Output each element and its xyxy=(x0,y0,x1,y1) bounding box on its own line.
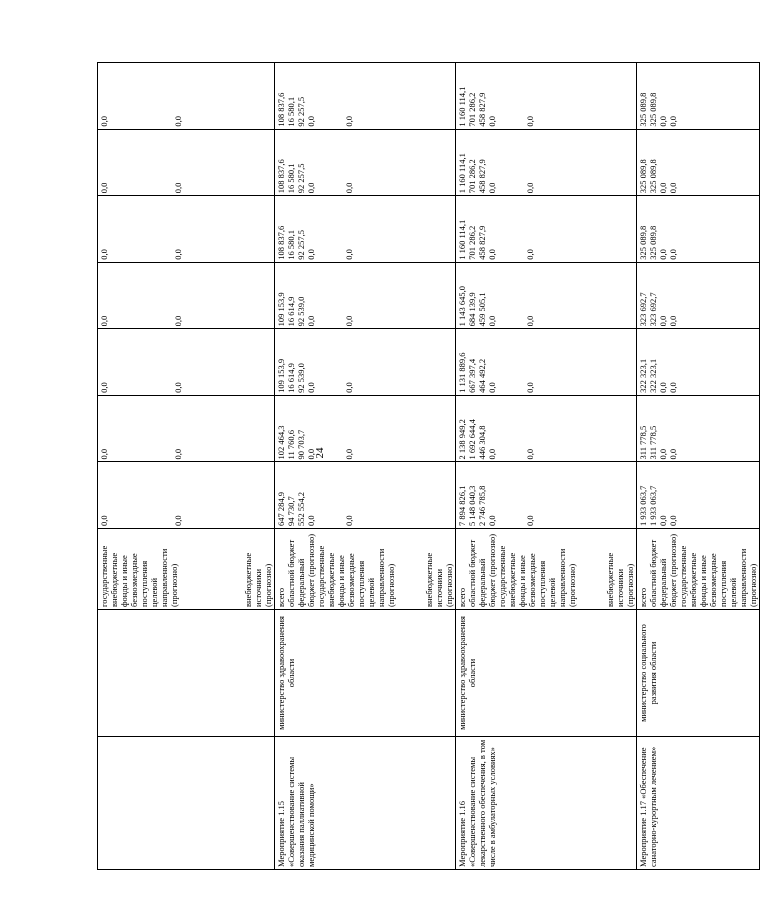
amount-cell xyxy=(637,63,760,130)
funding-source-cell xyxy=(637,529,760,610)
spacer xyxy=(497,464,525,526)
spacer xyxy=(316,398,344,460)
amount-value: 1 692 644,4 xyxy=(467,419,477,460)
event-name-cell xyxy=(637,737,760,870)
amount-value: 0,0 xyxy=(668,315,678,327)
amount-value: 0,0 xyxy=(306,116,316,127)
amount-value: 0,0 xyxy=(668,515,678,526)
funding-source-stack xyxy=(276,531,454,607)
amount-cell xyxy=(456,262,637,329)
amount-cell xyxy=(98,395,275,462)
amount-value: 16 614,9 xyxy=(286,296,296,327)
executor: министерство здравоохранения области xyxy=(457,616,477,730)
amount-value: 0,0 xyxy=(658,182,668,194)
amount-cell xyxy=(456,395,637,462)
amount-stack xyxy=(638,464,758,526)
amount-stack xyxy=(276,265,454,327)
funding-source: всего xyxy=(638,587,648,607)
amount-value: 552 554,2 xyxy=(296,492,306,526)
funding-source: государственные внебюджетные фонды и иные безвозмездные поступления целевой направленности (прогнозно) xyxy=(678,545,758,607)
amount-cell xyxy=(275,462,456,529)
amount-stack xyxy=(638,398,758,460)
amount-value: 108 837,6 xyxy=(276,225,286,260)
funding-source: всего xyxy=(457,587,467,607)
event-name-cell xyxy=(98,737,275,870)
funding-source: государственные внебюджетные фонды и иные безвозмездные поступления целевой направленности (прогнозно) xyxy=(99,545,179,607)
funding-source-stack xyxy=(638,531,758,607)
amount-cell xyxy=(275,196,456,263)
amount-value: 0,0 xyxy=(525,448,535,460)
amount-value: 0,0 xyxy=(525,116,535,127)
event-name: Мероприятие 1.17 «Обеспечение санаторно-курортным лечением» xyxy=(638,746,658,867)
amount-value: 0,0 xyxy=(99,182,109,194)
amount-value: 0,0 xyxy=(306,182,316,194)
amount-value: 102 464,3 xyxy=(276,425,286,460)
amount-stack xyxy=(276,65,454,127)
amount-value: 0,0 xyxy=(344,515,354,526)
amount-value: 16 580,1 xyxy=(286,96,296,127)
amount-value: 446 304,8 xyxy=(477,425,487,460)
spacer xyxy=(316,198,344,260)
executor-cell xyxy=(456,610,637,737)
amount-value: 0,0 xyxy=(658,448,668,460)
amount-stack xyxy=(99,265,273,327)
funding-source-stack xyxy=(99,531,273,607)
amount-value: 325 089,8 xyxy=(648,225,658,260)
page-number: 24 xyxy=(314,447,326,459)
amount-value: 0,0 xyxy=(99,515,109,526)
amount-stack xyxy=(276,331,454,393)
amount-value: 325 089,8 xyxy=(638,159,648,194)
amount-value: 0,0 xyxy=(525,182,535,194)
amount-value: 90 703,7 xyxy=(296,429,306,460)
amount-value: 109 153,9 xyxy=(276,358,286,393)
amount-stack xyxy=(457,65,635,127)
amount-stack xyxy=(638,331,758,393)
event-name-cell xyxy=(456,737,637,870)
amount-value: 458 827,9 xyxy=(477,92,487,127)
spacer xyxy=(396,531,424,607)
amount-value: 1 131 889,6 xyxy=(457,352,467,393)
amount-stack xyxy=(99,464,273,526)
funding-source: федеральный бюджет (прогнозно) xyxy=(658,533,678,607)
amount-value: 2 138 949,2 xyxy=(457,419,467,460)
amount-cell xyxy=(98,196,275,263)
amount-value: 701 286,2 xyxy=(467,225,477,260)
spacer xyxy=(109,464,173,526)
amount-value: 94 730,7 xyxy=(286,496,296,526)
amount-value: 323 692,7 xyxy=(648,292,658,327)
funding-source: федеральный бюджет (прогнозно) xyxy=(477,533,497,607)
amount-cell xyxy=(98,329,275,396)
amount-value: 458 827,9 xyxy=(477,159,487,194)
amount-value: 667 397,4 xyxy=(467,358,477,393)
amount-value: 0,0 xyxy=(173,249,183,260)
amount-value: 325 089,8 xyxy=(648,92,658,127)
amount-cell xyxy=(456,63,637,130)
amount-stack xyxy=(99,398,273,460)
amount-cell xyxy=(98,262,275,329)
spacer xyxy=(109,331,173,393)
amount-value: 5 148 040,3 xyxy=(467,485,477,526)
amount-value: 0,0 xyxy=(525,315,535,327)
amount-value: 2 746 785,8 xyxy=(477,485,487,526)
amount-value: 0,0 xyxy=(173,515,183,526)
amount-stack xyxy=(457,265,635,327)
executor-cell xyxy=(275,610,456,737)
amount-stack xyxy=(99,198,273,260)
amount-cell xyxy=(637,262,760,329)
table-row xyxy=(637,63,760,870)
spacer xyxy=(109,398,173,460)
event-name: Мероприятие 1.15 «Совершенствование системы оказания паллиативной медицинской помощи» xyxy=(276,756,316,867)
amount-value: 0,0 xyxy=(487,182,497,194)
spacer xyxy=(109,198,173,260)
funding-source: государственные внебюджетные фонды и иные безвозмездные поступления целевой направленности (прогнозно) xyxy=(497,545,577,607)
executor-cell xyxy=(637,610,760,737)
spacer xyxy=(316,132,344,194)
amount-value: 0,0 xyxy=(668,182,678,194)
funding-source: внебюджетные источники (прогнозно) xyxy=(243,552,273,607)
amount-cell xyxy=(637,196,760,263)
amount-cell xyxy=(637,395,760,462)
amount-stack xyxy=(99,132,273,194)
amount-stack xyxy=(457,464,635,526)
amount-cell xyxy=(98,129,275,196)
amount-value: 0,0 xyxy=(344,382,354,393)
amount-cell xyxy=(637,462,760,529)
amount-cell xyxy=(637,129,760,196)
amount-value: 459 505,1 xyxy=(477,292,487,327)
amount-value: 701 286,2 xyxy=(467,92,477,127)
amount-value: 311 778,5 xyxy=(648,425,658,460)
amount-value: 0,0 xyxy=(306,448,316,460)
amount-value: 322 323,1 xyxy=(638,358,648,393)
amount-value: 109 153,9 xyxy=(276,292,286,327)
funding-source-cell xyxy=(275,529,456,610)
amount-value: 0,0 xyxy=(344,182,354,194)
amount-value: 464 492,2 xyxy=(477,358,487,393)
funding-source: федеральный бюджет (прогнозно) xyxy=(296,533,316,607)
amount-cell xyxy=(456,329,637,396)
spacer xyxy=(109,132,173,194)
event-name-cell xyxy=(275,737,456,870)
amount-value: 0,0 xyxy=(658,515,668,526)
amount-value: 92 539,0 xyxy=(296,363,306,393)
amount-value: 7 894 826,1 xyxy=(457,485,467,526)
spacer xyxy=(316,464,344,526)
executor-cell xyxy=(98,610,275,737)
amount-value: 16 580,1 xyxy=(286,163,296,194)
spacer xyxy=(316,331,344,393)
funding-source: всего xyxy=(276,587,286,607)
amount-cell xyxy=(98,63,275,130)
amount-value: 0,0 xyxy=(525,249,535,260)
amount-cell xyxy=(456,196,637,263)
amount-value: 0,0 xyxy=(658,315,668,327)
amount-value: 11 760,6 xyxy=(286,430,296,460)
amount-value: 16 614,9 xyxy=(286,363,296,393)
amount-cell xyxy=(275,129,456,196)
amount-value: 1 160 114,1 xyxy=(457,219,467,260)
amount-cell xyxy=(456,462,637,529)
funding-source: областной бюджет xyxy=(286,539,296,607)
spacer xyxy=(109,265,173,327)
amount-cell xyxy=(637,329,760,396)
amount-value: 0,0 xyxy=(99,116,109,127)
amount-value: 0,0 xyxy=(658,116,668,127)
amount-value: 92 257,5 xyxy=(296,96,306,127)
amount-cell xyxy=(275,63,456,130)
amount-value: 0,0 xyxy=(306,315,316,327)
funding-source-cell xyxy=(98,529,275,610)
amount-value: 0,0 xyxy=(525,382,535,393)
amount-value: 0,0 xyxy=(173,116,183,127)
amount-value: 0,0 xyxy=(99,382,109,393)
funding-source: государственные внебюджетные фонды и иные безвозмездные поступления целевой направленности (прогнозно) xyxy=(316,545,396,607)
spacer xyxy=(577,531,605,607)
amount-value: 0,0 xyxy=(487,249,497,260)
amount-value: 1 933 063,7 xyxy=(648,485,658,526)
amount-cell xyxy=(98,462,275,529)
amount-value: 684 139,9 xyxy=(467,292,477,327)
amount-value: 0,0 xyxy=(99,249,109,260)
amount-value: 311 778,5 xyxy=(638,425,648,460)
amount-value: 0,0 xyxy=(173,448,183,460)
amount-value: 0,0 xyxy=(306,249,316,260)
amount-value: 16 580,1 xyxy=(286,230,296,260)
amount-value: 0,0 xyxy=(306,382,316,393)
budget-table-body xyxy=(98,63,760,870)
funding-source-stack xyxy=(457,531,635,607)
amount-stack xyxy=(638,198,758,260)
spacer xyxy=(497,132,525,194)
executor: министерство здравоохранения области xyxy=(276,616,296,730)
amount-stack xyxy=(99,331,273,393)
amount-value: 325 089,8 xyxy=(638,225,648,260)
amount-value: 322 323,1 xyxy=(648,358,658,393)
amount-stack xyxy=(638,132,758,194)
amount-stack xyxy=(276,198,454,260)
amount-stack xyxy=(276,464,454,526)
amount-cell xyxy=(275,329,456,396)
amount-value: 325 089,8 xyxy=(648,159,658,194)
spacer xyxy=(179,531,243,607)
amount-value: 1 160 114,1 xyxy=(457,153,467,194)
amount-value: 0,0 xyxy=(668,249,678,260)
amount-value: 0,0 xyxy=(658,382,668,393)
amount-stack xyxy=(457,198,635,260)
table-row xyxy=(98,63,275,870)
amount-stack xyxy=(276,132,454,194)
spacer xyxy=(497,398,525,460)
amount-value: 701 286,2 xyxy=(467,159,477,194)
amount-stack xyxy=(276,398,454,460)
amount-value: 0,0 xyxy=(487,382,497,393)
spacer xyxy=(497,198,525,260)
funding-source: внебюджетные источники (прогнозно) xyxy=(424,552,454,607)
amount-value: 92 257,5 xyxy=(296,163,306,194)
rotated-page xyxy=(97,62,758,870)
table-row xyxy=(456,63,637,870)
amount-stack xyxy=(457,132,635,194)
amount-value: 0,0 xyxy=(344,315,354,327)
amount-stack xyxy=(638,265,758,327)
amount-value: 458 827,9 xyxy=(477,225,487,260)
executor: министерство социального развития области xyxy=(638,624,658,722)
amount-value: 647 284,9 xyxy=(276,492,286,526)
amount-value: 0,0 xyxy=(487,448,497,460)
table-row xyxy=(275,63,456,870)
amount-value: 0,0 xyxy=(487,315,497,327)
amount-value: 0,0 xyxy=(99,315,109,327)
amount-cell xyxy=(275,262,456,329)
amount-value: 0,0 xyxy=(344,448,354,460)
spacer xyxy=(497,265,525,327)
amount-value: 1 933 063,7 xyxy=(638,485,648,526)
amount-value: 323 692,7 xyxy=(638,292,648,327)
amount-value: 0,0 xyxy=(173,315,183,327)
amount-cell xyxy=(275,395,456,462)
event-name: Мероприятие 1.16 «Совершенствование системы лекарственного обеспечения, в том числе в амбулаторных условиях» xyxy=(457,739,497,867)
amount-value: 0,0 xyxy=(668,382,678,393)
amount-value: 1 160 114,1 xyxy=(457,86,467,127)
amount-stack xyxy=(638,65,758,127)
amount-stack xyxy=(99,65,273,127)
spacer xyxy=(497,65,525,127)
amount-value: 325 089,8 xyxy=(638,92,648,127)
amount-stack xyxy=(457,398,635,460)
amount-value: 0,0 xyxy=(668,448,678,460)
spacer xyxy=(497,331,525,393)
amount-value: 92 257,5 xyxy=(296,230,306,260)
amount-value: 0,0 xyxy=(99,448,109,460)
amount-value: 0,0 xyxy=(487,515,497,526)
amount-value: 0,0 xyxy=(306,515,316,526)
spacer xyxy=(316,65,344,127)
amount-value: 0,0 xyxy=(173,382,183,393)
amount-value: 1 143 645,0 xyxy=(457,285,467,327)
amount-value: 0,0 xyxy=(344,249,354,260)
amount-value: 108 837,6 xyxy=(276,92,286,127)
spacer xyxy=(316,265,344,327)
amount-value: 108 837,6 xyxy=(276,159,286,194)
amount-value: 0,0 xyxy=(668,116,678,127)
funding-source-cell xyxy=(456,529,637,610)
amount-value: 0,0 xyxy=(487,116,497,127)
funding-source: областной бюджет xyxy=(467,539,477,607)
amount-value: 0,0 xyxy=(658,249,668,260)
amount-value: 0,0 xyxy=(173,182,183,194)
funding-source: областной бюджет xyxy=(648,539,658,607)
spacer xyxy=(109,65,173,127)
amount-stack xyxy=(457,331,635,393)
amount-value: 92 539,0 xyxy=(296,296,306,327)
amount-value: 0,0 xyxy=(344,116,354,127)
funding-source: внебюджетные источники (прогнозно) xyxy=(605,552,635,607)
amount-value: 0,0 xyxy=(525,515,535,526)
budget-table xyxy=(97,62,760,870)
amount-cell xyxy=(456,129,637,196)
